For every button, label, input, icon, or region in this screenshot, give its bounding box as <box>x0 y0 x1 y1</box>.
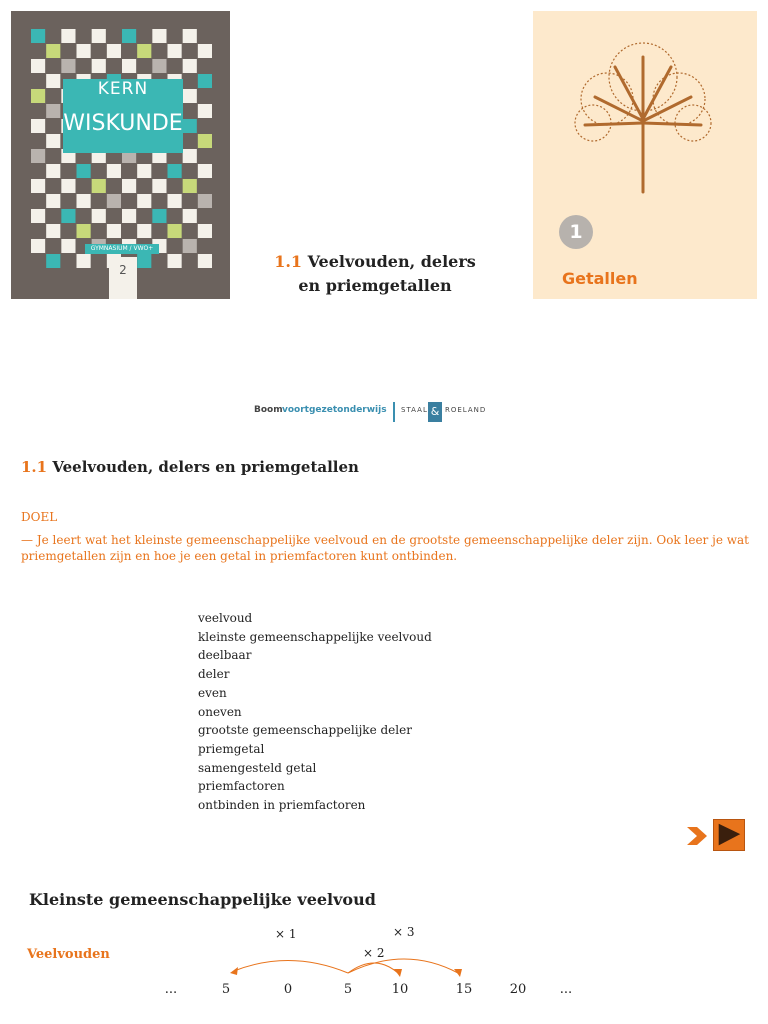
publisher-roeland: ROELAND <box>445 406 487 414</box>
cover-tile <box>168 164 182 178</box>
term-item: deler <box>198 667 230 682</box>
cover-tile <box>183 59 197 73</box>
term-item: oneven <box>198 704 242 719</box>
cover-tile <box>137 164 151 178</box>
cover-tile <box>31 119 45 133</box>
arc-times-1 <box>234 960 348 973</box>
cover-tile <box>77 164 91 178</box>
top-section-number: 1.1 <box>274 252 303 271</box>
arc-times-2 <box>348 963 398 973</box>
term-item: priemfactoren <box>198 779 285 794</box>
cover-tile <box>46 164 60 178</box>
cover-tile <box>46 44 60 58</box>
publisher-ampersand: & <box>428 402 442 422</box>
cover-tile <box>31 179 45 193</box>
cover-tile <box>152 209 166 223</box>
term-item: samengesteld getal <box>198 760 317 775</box>
operation-label: × 3 <box>393 925 415 939</box>
cover-tile <box>183 209 197 223</box>
cover-tile <box>152 29 166 43</box>
section-title: Veelvouden, delers en priemgetallen <box>52 458 359 476</box>
cover-tile <box>107 44 121 58</box>
cover-tile <box>61 59 75 73</box>
sequence-number: 10 <box>391 982 409 997</box>
cover-tile <box>46 194 60 208</box>
cover-subtitle: GYMNASIUM / VWO+ <box>90 245 154 252</box>
operation-label: × 2 <box>363 946 385 960</box>
cover-tile <box>198 134 212 148</box>
cover-tile <box>77 44 91 58</box>
cover-tile <box>168 224 182 238</box>
term-item: ontbinden in priemfactoren <box>198 798 366 813</box>
publisher-vo: voortgezetonderwijs <box>282 405 387 415</box>
cover-tile <box>122 209 136 223</box>
arrowhead <box>230 967 238 975</box>
cover-tile <box>122 179 136 193</box>
cover-tile <box>92 179 106 193</box>
lcm-heading: Kleinste gemeenschappelijke veelvoud <box>29 890 376 909</box>
cover-tile <box>92 209 106 223</box>
book-cover <box>11 11 230 299</box>
publisher-boom: Boom <box>254 405 283 415</box>
term-item: veelvoud <box>198 611 253 625</box>
cover-tile <box>137 44 151 58</box>
cover-tile <box>107 164 121 178</box>
sequence-number: ... <box>164 982 178 997</box>
cover-volume-number: 2 <box>119 263 127 277</box>
cover-tile <box>31 89 45 103</box>
cover-tile <box>31 239 45 253</box>
chapter-card <box>533 11 757 299</box>
cover-tile <box>183 119 197 133</box>
cover-tile <box>183 89 197 103</box>
cover-tile <box>137 224 151 238</box>
cover-tile <box>77 254 91 268</box>
cover-tile <box>61 29 75 43</box>
cover-tile <box>198 104 212 118</box>
next-page-button[interactable] <box>713 819 745 851</box>
cover-tile <box>168 194 182 208</box>
cover-tile <box>168 44 182 58</box>
cover-tile <box>152 179 166 193</box>
cover-tile <box>183 149 197 163</box>
cover-tile <box>198 224 212 238</box>
term-item: priemgetal <box>198 741 265 756</box>
sequence-number: 20 <box>509 982 527 997</box>
cover-brand-main: WISKUNDE <box>63 111 183 136</box>
cover-tile <box>61 209 75 223</box>
multiples-label: Veelvouden <box>27 947 110 962</box>
term-item: even <box>198 685 227 700</box>
cover-tile <box>198 164 212 178</box>
cover-tile <box>137 254 151 268</box>
cover-tile <box>46 104 60 118</box>
top-section-title-line2: en priemgetallen <box>298 276 452 295</box>
cover-tile <box>122 59 136 73</box>
term-list <box>198 609 432 815</box>
cover-tile <box>92 59 106 73</box>
chapter-name: Getallen <box>562 269 638 288</box>
cover-tile <box>107 194 121 208</box>
term-item: deelbaar <box>198 648 252 663</box>
cover-tile <box>31 59 45 73</box>
arrowhead <box>394 969 402 977</box>
cover-tile <box>107 224 121 238</box>
cover-tile <box>137 194 151 208</box>
cover-tile <box>31 29 45 43</box>
cover-tile <box>31 209 45 223</box>
cover-tile <box>168 254 182 268</box>
cover-tile <box>183 179 197 193</box>
cover-tile <box>31 149 45 163</box>
arrowhead <box>454 969 462 977</box>
arc-times-3 <box>348 959 458 973</box>
cover-tile <box>183 29 197 43</box>
term-item: kleinste gemeenschappelijke veelvoud <box>198 629 432 644</box>
goal-label: DOEL <box>21 510 58 524</box>
cover-tile <box>77 194 91 208</box>
top-section-title-line1: Veelvouden, delers <box>307 252 476 271</box>
sequence-number: 5 <box>221 982 231 997</box>
goal-text: — Je leert wat het kleinste gemeenschappelijke veelvoud en de grootste gemeenschappelijke deler zijn. Ook leer je wat priemgetallen zijn en hoe je een getal in priemfactoren kunt ontbinden. <box>21 533 749 563</box>
multiplication-arcs <box>220 955 480 985</box>
section-heading <box>21 458 359 476</box>
cover-tile <box>198 194 212 208</box>
cover-tile <box>46 134 60 148</box>
cover-tile <box>198 254 212 268</box>
publisher-separator <box>393 402 395 422</box>
sequence-number: ... <box>559 982 573 997</box>
sequence-number: 0 <box>283 982 293 997</box>
publisher-logo <box>254 402 494 424</box>
cover-tile <box>92 29 106 43</box>
tree-icon <box>565 37 721 197</box>
cover-tile <box>46 74 60 88</box>
cover-brand-top: KERN <box>97 79 149 99</box>
play-icon <box>714 820 744 850</box>
sequence-number: 5 <box>343 982 353 997</box>
cover-tile <box>152 59 166 73</box>
cover-tile <box>46 254 60 268</box>
chevron-right-icon[interactable] <box>685 824 709 848</box>
sequence-number: 15 <box>455 982 473 997</box>
cover-tile <box>61 239 75 253</box>
cover-tile <box>61 179 75 193</box>
term-item: grootste gemeenschappelijke deler <box>198 723 412 738</box>
cover-tile <box>122 29 136 43</box>
publisher-staal: STAAL <box>401 406 428 414</box>
cover-tile <box>77 224 91 238</box>
top-section-heading <box>250 250 500 298</box>
chapter-number-badge: 1 <box>559 215 593 249</box>
cover-tile <box>198 44 212 58</box>
operation-label: × 1 <box>275 927 297 941</box>
cover-tile <box>46 224 60 238</box>
section-number: 1.1 <box>21 458 48 476</box>
cover-tile <box>198 74 212 88</box>
cover-tile <box>183 239 197 253</box>
